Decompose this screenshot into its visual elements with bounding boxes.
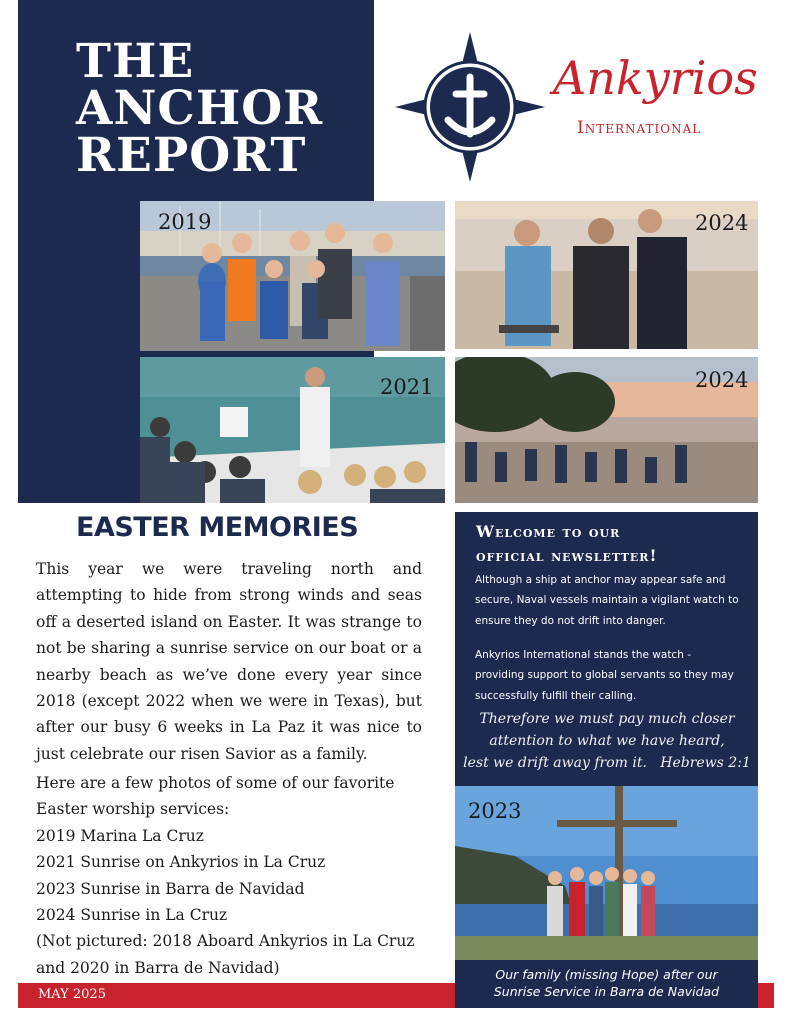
easter-services-list — [36, 770, 436, 981]
list-item: Easter worship services: — [36, 800, 230, 819]
list-item: Here are a few photos of some of our favorite — [36, 774, 395, 792]
brand-subtitle: International — [577, 118, 702, 138]
footer-accent — [758, 983, 774, 1008]
caption-line-2: Sunrise Service in Barra de Navidad — [493, 984, 720, 999]
welcome-heading-line-2: official newsletter! — [476, 546, 658, 565]
caption-line-1: Our family (missing Hope) after our — [495, 967, 718, 982]
list-item: 2023 Sunrise in Barra de Navidad — [36, 879, 305, 898]
newsletter-title — [76, 34, 324, 183]
verse-line: lest we drift away from it. Hebrews 2:1 — [463, 755, 751, 771]
list-item: 2024 Sunrise in La Cruz — [36, 906, 228, 925]
easter-memories-body: This year we were traveling north and attempting to hide from strong winds and seas off a deserted island on Easter. It was strange to not be sharing a sunrise service on our boat or a nearby beach as we’ve done every year since 2018 (except 2022 when we were in Texas), but after our busy 6 weeks in La Paz it was nice to just celebrate our risen Savior as a family. — [36, 560, 422, 763]
photo-2024-beach-prayer — [455, 201, 758, 349]
list-item: and 2020 in Barra de Navidad) — [36, 958, 280, 977]
welcome-paragraph-2: Ankyrios International stands the watch - providing support to global servants so they may successfully fulfill their calling. — [475, 649, 734, 702]
photo-year-label: 2024 — [695, 368, 749, 392]
scripture-verse — [461, 708, 753, 774]
verse-line: attention to what we have heard, — [489, 733, 725, 749]
photo-year-label: 2021 — [380, 375, 434, 399]
easter-memories-heading: EASTER MEMORIES — [76, 512, 359, 543]
photo-2023-family-cross — [455, 786, 758, 960]
photo-year-label: 2023 — [468, 799, 522, 823]
footer-bar — [18, 983, 455, 1008]
verse-line: Therefore we must pay much closer — [479, 711, 735, 727]
title-line-3: REPORT — [76, 128, 307, 183]
list-item: 2021 Sunrise on Ankyrios in La Cruz — [36, 853, 326, 872]
welcome-heading — [476, 520, 657, 568]
welcome-panel — [455, 512, 758, 786]
welcome-heading-line-1: Welcome to our — [476, 522, 621, 541]
brand-name: Ankyrios — [553, 51, 758, 105]
issue-date: MAY 2025 — [38, 987, 106, 1002]
welcome-paragraph-1: Although a ship at anchor may appear safe and secure, Naval vessels maintain a vigilant watch to ensure they do not drift into danger. — [475, 574, 739, 627]
photo-2021-boat-service — [140, 357, 445, 503]
photo-year-label: 2019 — [158, 210, 212, 234]
title-line-2: ANCHOR — [76, 81, 324, 136]
photo-2019-marina — [140, 201, 445, 351]
title-line-1: THE — [76, 34, 195, 89]
list-item: 2019 Marina La Cruz — [36, 826, 204, 845]
photo-caption — [455, 960, 758, 1008]
anchor-cross-compass-icon — [395, 32, 545, 182]
list-item: (Not pictured: 2018 Aboard Ankyrios in La Cruz — [36, 932, 415, 951]
photo-year-label: 2024 — [695, 211, 749, 235]
photo-2024-beach-gathering — [455, 357, 758, 503]
brand-logo — [395, 32, 758, 182]
